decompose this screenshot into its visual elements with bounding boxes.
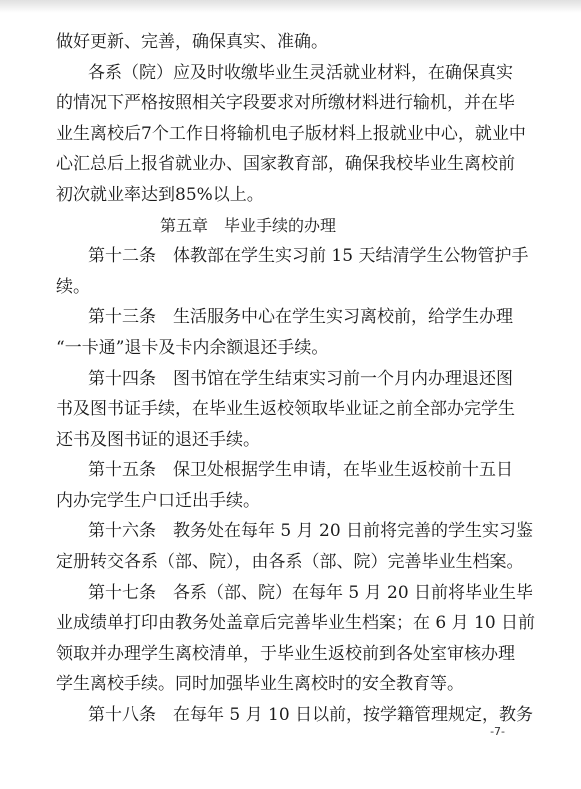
text-line: 还书及图书证的退还手续。	[56, 430, 260, 450]
text-line: 做好更新、完善，确保真实、准确。	[56, 32, 328, 52]
article-13: 第十三条 生活服务中心在学生实习离校前，给学生办理	[88, 307, 513, 327]
article-16: 第十六条 教务处在每年 5 月 20 日前将完善的学生实习鉴	[88, 521, 534, 541]
text-line: 业生离校后7个工作日将输机电子版材料上报就业中心，就业中	[56, 124, 526, 144]
text-line: “一卡通”退卡及卡内余额退还手续。	[56, 338, 329, 358]
text-line: 业成绩单打印由教务处盖章后完善毕业生档案；在 6 月 10 日前	[56, 613, 536, 633]
text-line: 领取并办理学生离校清单，于毕业生返校前到各处室审核办理	[56, 644, 515, 664]
text-line: 续。	[56, 277, 90, 297]
text-line: 学生离校手续。同时加强毕业生离校时的安全教育等。	[56, 674, 464, 694]
text-line: 书及图书证手续，在毕业生返校领取毕业证之前全部办完学生	[56, 399, 515, 419]
article-17: 第十七条 各系（部、院）在每年 5 月 20 日前将毕业生毕	[88, 583, 534, 603]
article-14: 第十四条 图书馆在学生结束实习前一个月内办理退还图	[88, 369, 513, 389]
article-12: 第十二条 体教部在学生实习前 15 天结清学生公物管护手	[88, 246, 529, 266]
text-line: 的情况下严格按照相关字段要求对所缴材料进行输机，并在毕	[56, 93, 515, 113]
text-line: 各系（院）应及时收缴毕业生灵活就业材料，在确保真实	[88, 63, 513, 83]
text-line: 定册转交各系（部、院），由各系（部、院）完善毕业生档案。	[56, 552, 524, 572]
text-line: 内办完学生户口迁出手续。	[56, 491, 260, 511]
chapter-heading: 第五章 毕业手续的办理	[160, 216, 337, 235]
article-15: 第十五条 保卫处根据学生申请，在毕业生返校前十五日	[88, 460, 513, 480]
article-18: 第十八条 在每年 5 月 10 日以前，按学籍管理规定，教务	[88, 705, 534, 725]
page-number: -7-	[490, 725, 505, 738]
text-line: 初次就业率达到85%以上。	[56, 185, 264, 205]
text-line: 心汇总后上报省就业办、国家教育部，确保我校毕业生离校前	[56, 154, 515, 174]
